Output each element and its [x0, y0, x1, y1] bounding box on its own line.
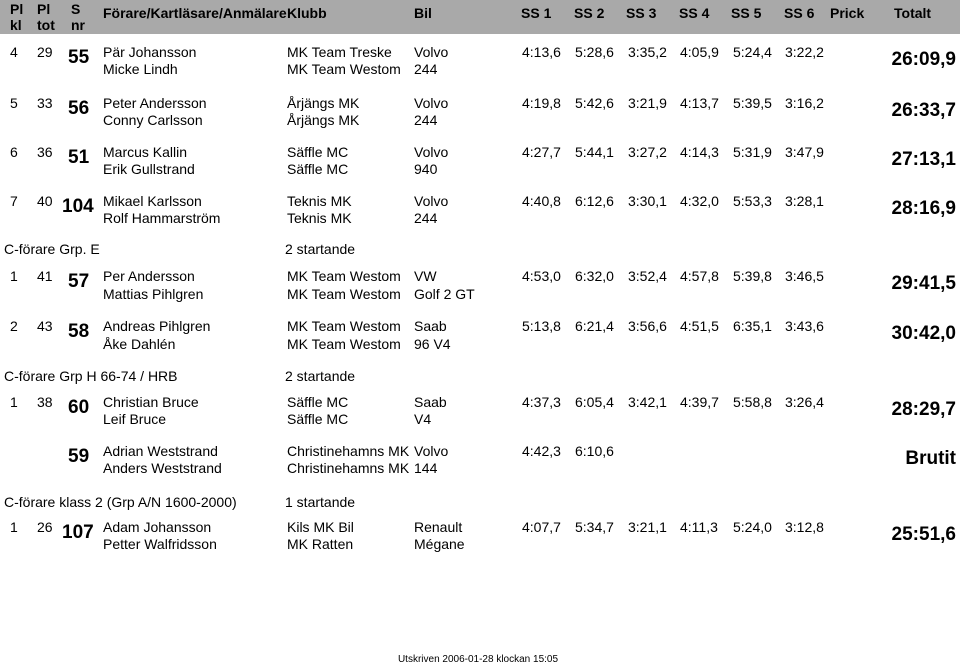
header-forare: Förare/Kartläsare/Anmälare — [103, 5, 287, 21]
starters-count: 2 startande — [285, 241, 356, 257]
total-time: 28:16,9 — [891, 198, 956, 219]
ss3-time: 3:30,1 — [628, 193, 667, 209]
ss4-time: 4:11,3 — [680, 519, 718, 535]
codriver-name: Erik Gullstrand — [103, 161, 195, 177]
header-totalt: Totalt — [894, 5, 932, 21]
place-total: 38 — [37, 394, 53, 410]
driver-name: Marcus Kallin — [103, 144, 188, 160]
start-number: 51 — [68, 147, 90, 168]
ss1-time: 4:42,3 — [522, 443, 561, 459]
ss5-time: 5:58,8 — [733, 394, 772, 410]
starters-count: 2 startande — [285, 368, 356, 384]
ss2-time: 5:28,6 — [575, 44, 614, 60]
car-make: Volvo — [414, 443, 449, 459]
car-make: Volvo — [414, 193, 449, 209]
driver-club: Kils MK Bil — [287, 519, 354, 535]
codriver-club: Christinehamns MK — [287, 460, 410, 476]
ss5-time: 5:39,8 — [733, 268, 772, 284]
result-row — [0, 144, 960, 188]
header-ss2: SS 2 — [574, 5, 605, 21]
total-time: 28:29,7 — [891, 399, 956, 420]
ss1-time: 4:13,6 — [522, 44, 561, 60]
total-time: 30:42,0 — [891, 323, 956, 344]
car-model: 940 — [414, 161, 438, 177]
starters-count: 1 startande — [285, 494, 356, 510]
codriver-name: Micke Lindh — [103, 61, 178, 77]
total-time: 27:13,1 — [891, 149, 956, 170]
driver-club: MK Team Treske — [287, 44, 392, 60]
car-model: Mégane — [414, 536, 465, 552]
car-model: 144 — [414, 460, 438, 476]
codriver-name: Petter Walfridsson — [103, 536, 217, 552]
header-ss5: SS 5 — [731, 5, 762, 21]
driver-name: Mikael Karlsson — [103, 193, 202, 209]
ss3-time: 3:42,1 — [628, 394, 667, 410]
place-class: 6 — [10, 144, 18, 160]
total-time: 25:51,6 — [891, 524, 956, 545]
ss2-time: 5:44,1 — [575, 144, 614, 160]
result-row — [0, 394, 960, 438]
place-total: 43 — [37, 318, 53, 334]
car-model: 96 V4 — [414, 336, 451, 352]
ss2-time: 6:21,4 — [575, 318, 614, 334]
class-name: C-förare klass 2 (Grp A/N 1600-2000) — [4, 494, 237, 510]
result-row — [0, 318, 960, 362]
start-number: 104 — [62, 196, 94, 217]
codriver-club: Säffle MC — [287, 161, 349, 177]
place-total: 41 — [37, 268, 53, 284]
ss4-time: 4:05,9 — [680, 44, 719, 60]
ss4-time: 4:13,7 — [680, 95, 719, 111]
ss1-time: 4:53,0 — [522, 268, 561, 284]
car-make: Volvo — [414, 44, 449, 60]
ss2-time: 6:10,6 — [575, 443, 614, 459]
ss3-time: 3:21,9 — [628, 95, 667, 111]
ss1-time: 4:27,7 — [522, 144, 561, 160]
codriver-name: Åke Dahlén — [103, 336, 176, 352]
header-pl-tot-top: Pl — [37, 1, 51, 17]
header-s-nr-bottom: nr — [71, 17, 85, 33]
place-class: 4 — [10, 44, 18, 60]
ss6-time: 3:26,4 — [785, 394, 824, 410]
place-class: 5 — [10, 95, 18, 111]
codriver-name: Leif Bruce — [103, 411, 167, 427]
car-model: Golf 2 GT — [414, 286, 475, 302]
place-total: 26 — [37, 519, 53, 535]
results-header — [0, 0, 960, 34]
ss6-time: 3:12,8 — [785, 519, 824, 535]
ss5-time: 6:35,1 — [733, 318, 772, 334]
ss3-time: 3:52,4 — [628, 268, 667, 284]
driver-name: Christian Bruce — [103, 394, 199, 410]
codriver-club: Årjängs MK — [287, 112, 360, 128]
ss2-time: 6:05,4 — [575, 394, 614, 410]
ss1-time: 5:13,8 — [522, 318, 561, 334]
ss4-time: 4:32,0 — [680, 193, 719, 209]
start-number: 56 — [68, 98, 90, 119]
ss2-time: 5:42,6 — [575, 95, 614, 111]
codriver-name: Mattias Pihlgren — [103, 286, 204, 302]
ss4-time: 4:57,8 — [680, 268, 719, 284]
driver-club: Säffle MC — [287, 144, 349, 160]
result-row — [0, 95, 960, 139]
header-ss3: SS 3 — [626, 5, 657, 21]
start-number: 58 — [68, 321, 90, 342]
ss1-time: 4:40,8 — [522, 193, 561, 209]
driver-name: Per Andersson — [103, 268, 195, 284]
car-model: 244 — [414, 112, 438, 128]
header-pl-tot-bottom: tot — [37, 17, 55, 33]
header-bil: Bil — [414, 5, 432, 21]
place-class: 2 — [10, 318, 18, 334]
header-pl-kl-top: Pl — [10, 1, 24, 17]
ss3-time: 3:21,1 — [628, 519, 667, 535]
ss1-time: 4:19,8 — [522, 95, 561, 111]
car-model: V4 — [414, 411, 432, 427]
start-number: 57 — [68, 271, 90, 292]
result-row — [0, 268, 960, 312]
total-time: 26:09,9 — [891, 49, 956, 70]
driver-name: Andreas Pihlgren — [103, 318, 211, 334]
driver-name: Peter Andersson — [103, 95, 207, 111]
car-make: Volvo — [414, 144, 449, 160]
header-pl-kl-bottom: kl — [10, 17, 22, 33]
car-make: VW — [414, 268, 437, 284]
place-total: 36 — [37, 144, 53, 160]
driver-name: Adam Johansson — [103, 519, 212, 535]
codriver-club: MK Team Westom — [287, 286, 401, 302]
driver-club: MK Team Westom — [287, 268, 401, 284]
driver-club: Teknis MK — [287, 193, 352, 209]
header-klubb: Klubb — [287, 5, 327, 21]
ss4-time: 4:39,7 — [680, 394, 719, 410]
driver-name: Adrian Weststrand — [103, 443, 218, 459]
start-number: 59 — [68, 446, 90, 467]
ss6-time: 3:43,6 — [785, 318, 824, 334]
ss6-time: 3:22,2 — [785, 44, 824, 60]
print-footer — [0, 655, 960, 665]
car-make: Volvo — [414, 95, 449, 111]
ss5-time: 5:31,9 — [733, 144, 772, 160]
start-number: 107 — [62, 522, 94, 543]
header-ss1: SS 1 — [521, 5, 552, 21]
codriver-name: Anders Weststrand — [103, 460, 222, 476]
ss4-time: 4:14,3 — [680, 144, 719, 160]
driver-club: Årjängs MK — [287, 95, 360, 111]
ss1-time: 4:07,7 — [522, 519, 561, 535]
codriver-club: Teknis MK — [287, 210, 352, 226]
car-model: 244 — [414, 210, 438, 226]
start-number: 55 — [68, 47, 90, 68]
car-make: Renault — [414, 519, 463, 535]
codriver-club: MK Team Westom — [287, 336, 401, 352]
driver-club: Christinehamns MK — [287, 443, 410, 459]
place-total: 40 — [37, 193, 53, 209]
codriver-club: Säffle MC — [287, 411, 349, 427]
total-time: 26:33,7 — [891, 100, 956, 121]
driver-name: Pär Johansson — [103, 44, 197, 60]
printed-timestamp: Utskriven 2006-01-28 klockan 15:05 — [397, 654, 559, 665]
ss5-time: 5:53,3 — [733, 193, 772, 209]
header-prick: Prick — [830, 5, 865, 21]
header-s-nr-top: S — [71, 1, 81, 17]
ss5-time: 5:24,4 — [733, 44, 772, 60]
result-row — [0, 193, 960, 237]
ss5-time: 5:24,0 — [733, 519, 772, 535]
driver-club: MK Team Westom — [287, 318, 401, 334]
place-total: 29 — [37, 44, 53, 60]
ss6-time: 3:46,5 — [785, 268, 824, 284]
class-section-header — [0, 241, 960, 259]
place-total: 33 — [37, 95, 53, 111]
ss6-time: 3:28,1 — [785, 193, 824, 209]
header-ss4: SS 4 — [679, 5, 710, 21]
total-time: 29:41,5 — [891, 273, 956, 294]
ss3-time: 3:56,6 — [628, 318, 667, 334]
ss2-time: 6:12,6 — [575, 193, 614, 209]
result-row — [0, 443, 960, 487]
car-make: Saab — [414, 394, 447, 410]
car-make: Saab — [414, 318, 447, 334]
ss6-time: 3:47,9 — [785, 144, 824, 160]
car-model: 244 — [414, 61, 438, 77]
ss4-time: 4:51,5 — [680, 318, 719, 334]
driver-club: Säffle MC — [287, 394, 349, 410]
ss5-time: 5:39,5 — [733, 95, 772, 111]
codriver-club: MK Team Westom — [287, 61, 401, 77]
result-row — [0, 44, 960, 88]
start-number: 60 — [68, 397, 90, 418]
place-class: 1 — [10, 268, 18, 284]
class-name: C-förare Grp H 66-74 / HRB — [4, 368, 178, 384]
ss2-time: 5:34,7 — [575, 519, 614, 535]
result-row — [0, 519, 960, 563]
place-class: 1 — [10, 394, 18, 410]
codriver-name: Conny Carlsson — [103, 112, 203, 128]
ss3-time: 3:35,2 — [628, 44, 667, 60]
ss3-time: 3:27,2 — [628, 144, 667, 160]
ss1-time: 4:37,3 — [522, 394, 561, 410]
ss6-time: 3:16,2 — [785, 95, 824, 111]
ss2-time: 6:32,0 — [575, 268, 614, 284]
codriver-club: MK Ratten — [287, 536, 354, 552]
codriver-name: Rolf Hammarström — [103, 210, 221, 226]
place-class: 7 — [10, 193, 18, 209]
total-time: Brutit — [905, 448, 956, 469]
class-section-header — [0, 494, 960, 512]
header-ss6: SS 6 — [784, 5, 815, 21]
class-name: C-förare Grp. E — [4, 241, 100, 257]
place-class: 1 — [10, 519, 18, 535]
class-section-header — [0, 368, 960, 386]
